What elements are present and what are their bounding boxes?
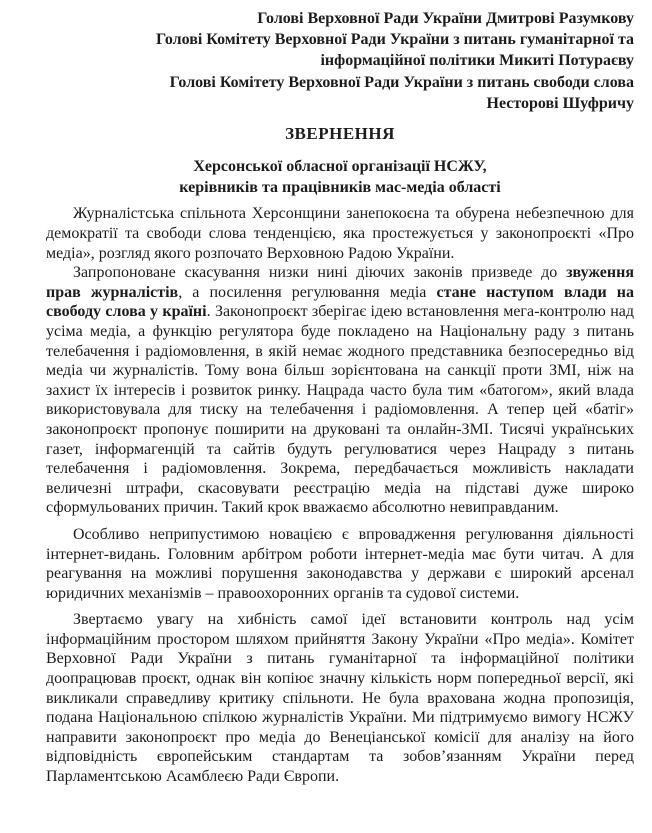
body-paragraph [46,610,634,786]
addressee-line: Голові Комітету Верховної Ради України з питань свободи слова [169,73,634,91]
document-title: ЗВЕРНЕННЯ [285,124,395,144]
text-segment: . Законопроєкт зберігає ідею встановлення мега-контролю над усіма медіа, а функцію регулятора буде покладено на Національну раду з питань телебачення і радіомовлення, в якій немає жодного представника безпосередньо від медіа чи журналістів. Тому вона більш зорієнтована на санкції проти ЗМІ, ніж на захист їх інтересів і розвиток ринку. Нацрада часто була тим «батогом», який влада використовувала для тиску на телебачення і радіомовлення. А тепер цей «батіг» законопроєкт пропонує поширити на друковані та онлайн-ЗМІ. Тисячі українських газет, інформагенцій та сайтів будуть регулюватися через Нацраду з питань телебачення і радіомовлення. Зокрема, передбачається можливість накладати величезні штрафи, скасовувати реєстрацію медіа на підставі дуже широко сформульованих причин. Такий крок вважаємо абсолютно невиправданим. [46,303,634,517]
text-segment: Журналістська спільнота Херсонщини занепокоєна та обурена небезпечною для демократії та свободи слова тенденцією, яка простежується у законопроєкті «Про медіа», розгляд якого розпочато Верховною Радою України. [46,205,634,262]
addressee-block [46,8,634,114]
addressee-line: Несторові Шуфричу [486,94,634,112]
addressee-line: Голові Верховної Ради України Дмитрові Разумкову [257,10,634,27]
document-body [46,204,634,786]
body-paragraph [46,204,634,263]
subtitle-line: керівників та працівників мас-медіа області [179,179,501,197]
text-segment: Особливо неприпустимою новацією є впровадження регулювання діяльності інтернет-видань. Головним арбітром роботи інтернет-медіа має бути читач. А для реагування на можливі порушення законодавства у держави є широкий арсенал юридичних механізмів – правоохоронних органів та судової системи. [46,525,634,602]
subtitle-line: Херсонської обласної організації НСЖУ, [193,158,487,176]
document-subtitle [46,156,634,198]
bold-text-segment: стане наступом влади на свободу слова у країні [46,283,635,321]
addressee-line: Голові Комітету Верховної Ради України з питань гуманітарної та [156,31,634,49]
body-paragraph [46,263,634,518]
text-segment: Запропоноване скасування низки нині діючих законів призведе до [73,264,567,282]
bold-text-segment: звуження прав журналістів [46,264,634,301]
text-segment: Звертаємо увагу на хибність самої ідеї встановити контроль над усім інформаційним простором шляхом прийняття Закону України «Про медіа». Комітет Верховної Ради України з питань гуманітарної та інформаційної політики доопрацював проєкт, однак він копіює значну кількість норм попередньої версії, які викликали справедливу критику спільноти. Не була врахована жодна пропозиція, подана Національною спілкою журналістів України. Ми підтримуємо вимогу НСЖУ направити законопроєкт про медіа до Венеціанської комісії для аналізу на його відповідність європейським стандартам та зобов’язанням України перед Парламентською Асамблеєю Ради Європи. [46,611,634,786]
text-segment: , а посилення регулювання медіа [178,283,437,301]
body-paragraph [46,525,634,603]
addressee-line: інформаційної політики Микиті Потураєву [320,52,634,70]
